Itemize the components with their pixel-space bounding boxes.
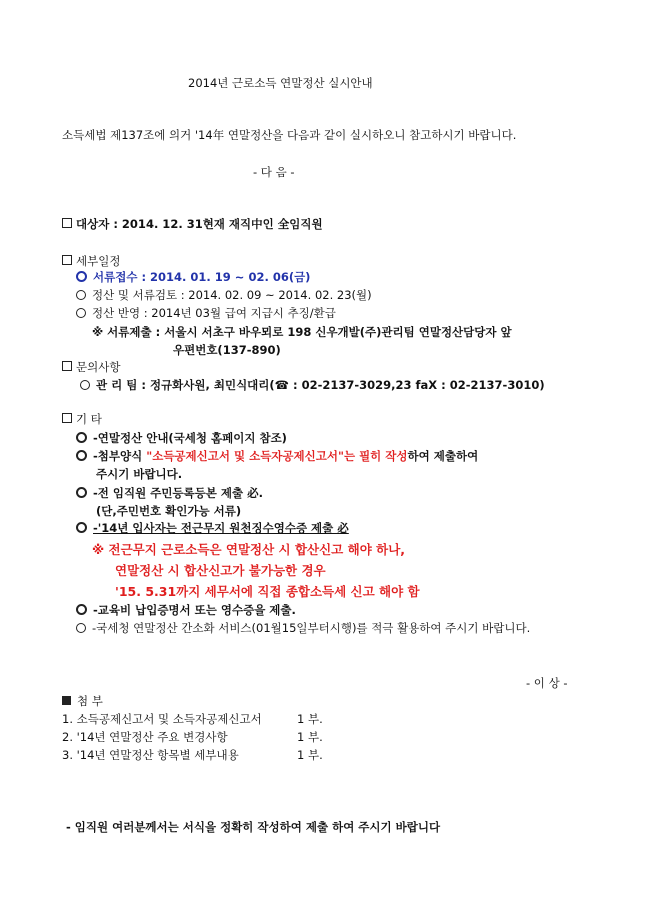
- schedule-heading: [62, 255, 120, 269]
- etc-item-3-text: -전 임직원 주민등록등본 제출 必.: [93, 486, 263, 500]
- attach-item-2: 2. '14년 연말정산 주요 변경사항: [62, 730, 228, 744]
- circle-bullet-icon: [76, 308, 86, 318]
- circle-bullet-icon: [76, 623, 86, 633]
- target-section: [62, 218, 323, 232]
- schedule-note-line2: 우편번호(137-890): [173, 343, 281, 357]
- attach-item-3-qty: 1 부.: [297, 748, 323, 762]
- attach-item-3: 3. '14년 연말정산 항목별 세부내용: [62, 748, 239, 762]
- etc-item-2-required: "소득공제신고서 및 소득자공제신고서"는 필히 작성: [146, 449, 408, 463]
- warning-line-1: ※ 전근무지 근로소득은 연말정산 시 합산신고 해야 하나,: [92, 542, 406, 557]
- warning-line-3: '15. 5.31까지 세무서에 직접 종합소득세 신고 해야 함: [115, 584, 420, 599]
- target-label: 대상자 : 2014. 12. 31현재 재직中인 全임직원: [76, 217, 323, 231]
- etc-item-1: [76, 432, 287, 446]
- etc-item-2-pre: -첨부양식: [93, 449, 147, 463]
- checkbox-square-icon: [62, 255, 72, 265]
- attach-item-1-qty: 1 부.: [297, 712, 323, 726]
- da-eum-marker: - 다 음 -: [253, 165, 295, 179]
- document-title: 2014년 근로소득 연말정산 실시안내: [188, 76, 373, 90]
- etc-item-5: [76, 604, 296, 618]
- schedule-review-text: 정산 및 서류검토 : 2014. 02. 09 ~ 2014. 02. 23(월): [92, 288, 372, 302]
- footer-note: - 임직원 여러분께서는 서식을 정확히 작성하여 제출 하여 주시기 바랍니다: [66, 820, 441, 834]
- circle-bullet-icon: [76, 450, 87, 461]
- etc-heading: [62, 413, 102, 427]
- schedule-submit: [76, 271, 310, 285]
- schedule-heading-label: 세부일정: [76, 254, 121, 268]
- schedule-note-line1: ※ 서류제출 : 서울시 서초구 바우뫼로 198 신우개발(주)관리팀 연말정산담당자 앞: [92, 325, 512, 339]
- schedule-review: [76, 289, 372, 303]
- etc-item-3-line2: (단,주민번호 확인가능 서류): [96, 504, 242, 518]
- circle-bullet-icon: [76, 604, 87, 615]
- checkbox-square-icon: [62, 218, 72, 228]
- etc-item-2-post: 하여 제출하여: [407, 449, 479, 463]
- etc-item-4: [76, 522, 349, 536]
- etc-item-3: [76, 487, 263, 501]
- etc-item-2-line2: 주시기 바랍니다.: [96, 467, 183, 481]
- i-sang-marker: - 이 상 -: [526, 676, 568, 690]
- schedule-submit-text: 서류접수 : 2014. 01. 19 ~ 02. 06(금): [93, 270, 311, 284]
- etc-item-6: [76, 622, 530, 636]
- etc-item-4-text: -'14년 입사자는 전근무지 원천징수영수증 제출 必: [93, 521, 349, 535]
- circle-bullet-icon: [76, 487, 87, 498]
- attach-item-2-qty: 1 부.: [297, 730, 323, 744]
- intro-text: 소득세법 제137조에 의거 '14年 연말정산을 다음과 같이 실시하오니 참고하시기 바랍니다.: [62, 128, 517, 142]
- contact-line: [80, 379, 545, 393]
- warning-line-2: 연말정산 시 합산신고가 불가능한 경우: [115, 563, 326, 578]
- circle-bullet-icon: [76, 522, 87, 533]
- checkbox-square-icon: [62, 413, 72, 423]
- contact-heading: [62, 361, 120, 375]
- etc-item-1-text: -연말정산 안내(국세청 홈페이지 참조): [93, 431, 287, 445]
- circle-bullet-icon: [80, 380, 90, 390]
- etc-item-5-text: -교육비 납입증명서 또는 영수증을 제출.: [93, 603, 296, 617]
- circle-bullet-icon: [76, 271, 87, 282]
- etc-item-6-text: -국세청 연말정산 간소화 서비스(01월15일부터시행)를 적극 활용하여 주시기 바랍니다.: [92, 621, 531, 635]
- contact-line-text: 관 리 팀 : 정규화사원, 최민식대리(☎ : 02-2137-3029,23 faX : 02-2137-3010): [96, 378, 545, 392]
- circle-bullet-icon: [76, 432, 87, 443]
- circle-bullet-icon: [76, 290, 86, 300]
- schedule-reflect: [76, 307, 336, 321]
- etc-item-2: [76, 450, 478, 464]
- etc-heading-label: 기 타: [76, 412, 102, 426]
- attach-heading-label: 첨 부: [77, 694, 103, 708]
- schedule-reflect-text: 정산 반영 : 2014년 03월 급여 지급시 추징/환급: [92, 306, 336, 320]
- attach-item-1: 1. 소득공제신고서 및 소득자공제신고서: [62, 712, 262, 726]
- attach-heading: [62, 695, 103, 709]
- filled-square-icon: [62, 696, 71, 705]
- contact-heading-label: 문의사항: [76, 360, 121, 374]
- checkbox-square-icon: [62, 361, 72, 371]
